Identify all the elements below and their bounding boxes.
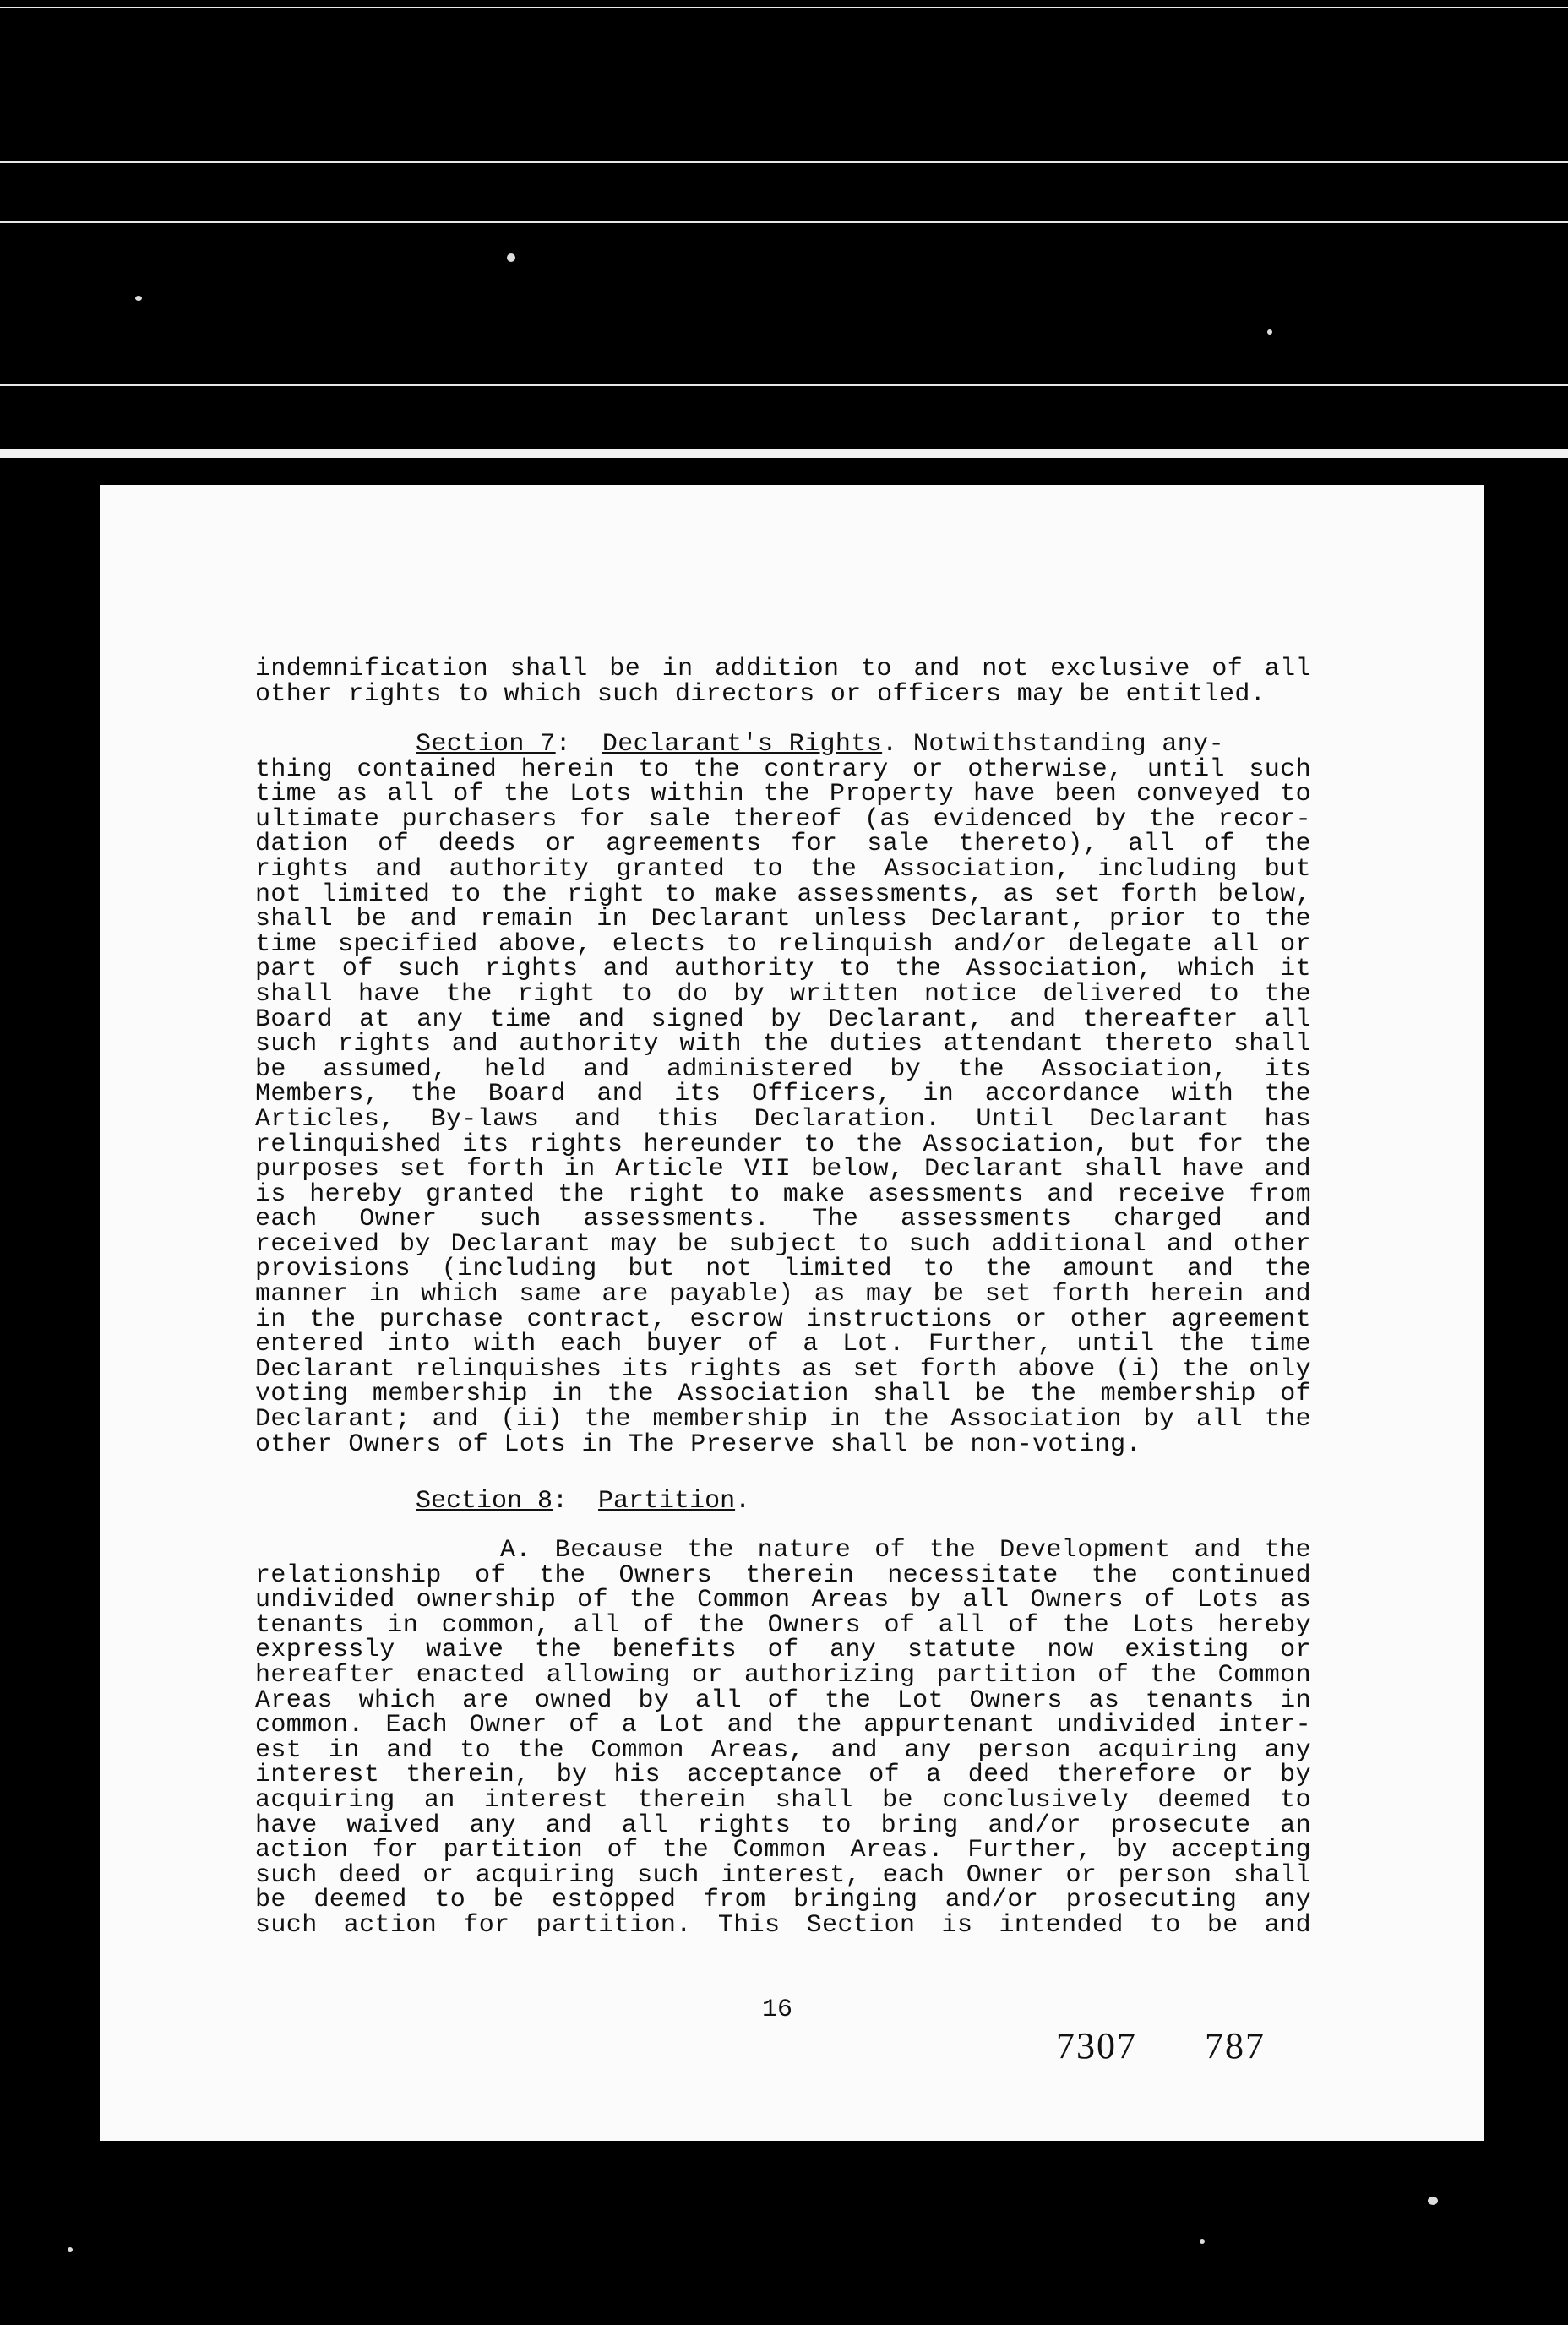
- section-7: [255, 732, 1311, 1457]
- text-line: rights and authority granted to the Association, including but: [255, 854, 1311, 884]
- section-8-title: Partition: [598, 1487, 736, 1516]
- text-line: provisions (including but not limited to the amount and the: [255, 1255, 1311, 1284]
- text-line: such rights and authority with the duties attendant thereto shall: [255, 1030, 1311, 1059]
- text-line: relationship of the Owners therein necessitate the continued: [255, 1560, 1311, 1590]
- text-line: dation of deeds or agreements for sale thereto), all of the: [255, 830, 1311, 859]
- scan-line: [0, 449, 1568, 458]
- text-line: Declarant relinquishes its rights as set forth above (i) the only: [255, 1354, 1311, 1384]
- section-7-heading-line: Section 7: Declarant's Rights. Notwithstanding any-: [416, 730, 1224, 759]
- intro-paragraph: [255, 657, 1311, 707]
- text-line: Declarant; and (ii) the membership in the Association by all the: [255, 1405, 1311, 1435]
- text-line: expressly waive the benefits of any statute now existing or: [255, 1636, 1311, 1665]
- scan-speck: [1200, 2239, 1205, 2244]
- text-line: entered into with each buyer of a Lot. Further, until the time: [255, 1330, 1311, 1359]
- text-line: indemnification shall be in addition to and not exclusive of all: [255, 655, 1311, 683]
- text-line: Board at any time and signed by Declarant, and thereafter all: [255, 1005, 1311, 1034]
- text-line: shall have the right to do by written notice delivered to the: [255, 979, 1311, 1009]
- section-7-number: Section 7: [416, 730, 556, 759]
- scan-speck: [507, 253, 515, 262]
- text-line: manner in which same are payable) as may be set forth herein and: [255, 1280, 1311, 1310]
- book-page-reference: [1056, 2024, 1266, 2067]
- scan-line: [0, 7, 1568, 8]
- scan-line: [0, 384, 1568, 386]
- text-line: Articles, By-laws and this Declaration. Until Declarant has: [255, 1104, 1311, 1134]
- text-line: be assumed, held and administered by the Association, its: [255, 1054, 1311, 1084]
- text-line: such deed or acquiring such interest, each Owner or person shall: [255, 1860, 1311, 1890]
- text-line: Members, the Board and its Officers, in accordance with the: [255, 1080, 1311, 1109]
- text-line: common. Each Owner of a Lot and the appurtenant undivided inter-: [255, 1711, 1311, 1740]
- text-line: be deemed to be estopped from bringing and/or prosecuting any: [255, 1886, 1311, 1915]
- text-line: time as all of the Lots within the Property have been conveyed to: [255, 780, 1311, 809]
- text-line: tenants in common, all of the Owners of all of the Lots hereby: [255, 1610, 1311, 1640]
- text-line: ultimate purchasers for sale thereof (as evidenced by the recor-: [255, 804, 1311, 834]
- section-8-paragraph-a: [255, 1538, 1311, 1939]
- text-line: est in and to the Common Areas, and any person acquiring any: [255, 1735, 1311, 1765]
- text-line: other Owners of Lots in The Preserve shall be non-voting.: [255, 1429, 1141, 1459]
- text-line: in the purchase contract, escrow instructions or other agreement: [255, 1304, 1311, 1334]
- text-line: each Owner such assessments. The assessments charged and: [255, 1205, 1311, 1234]
- text-line: time specified above, elects to relinquish and/or delegate all or: [255, 929, 1311, 959]
- text-line: action for partition of the Common Areas. Further, by accepting: [255, 1836, 1311, 1865]
- text-line: interest therein, by his acceptance of a deed therefore or by: [255, 1761, 1311, 1790]
- scan-speck: [1267, 329, 1272, 335]
- section-7-first-line: . Notwithstanding any-: [882, 730, 1224, 759]
- book-number: 7307: [1056, 2025, 1137, 2066]
- section-8-para-a-first-line: A. Because the nature of the Development and the: [500, 1536, 1311, 1565]
- section-7-title: Declarant's Rights: [602, 730, 883, 759]
- text-line: not limited to the right to make assessments, as set forth below,: [255, 879, 1311, 909]
- text-line: part of such rights and authority to the Association, which it: [255, 955, 1311, 984]
- text-line: have waived any and all rights to bring and/or prosecute an: [255, 1810, 1311, 1840]
- section-8-heading-end: .: [735, 1487, 751, 1516]
- section-8-number: Section 8: [416, 1487, 553, 1516]
- text-line: thing contained herein to the contrary or otherwise, until such: [255, 754, 1311, 784]
- text-line: acquiring an interest therein shall be conclusively deemed to: [255, 1785, 1311, 1815]
- text-line: undivided ownership of the Common Areas by all Owners of Lots as: [255, 1586, 1311, 1615]
- text-line: hereafter enacted allowing or authorizing partition of the Common: [255, 1660, 1311, 1690]
- text-line: other rights to which such directors or officers may be entitled.: [255, 679, 1266, 709]
- text-line: Areas which are owned by all of the Lot Owners as tenants in: [255, 1685, 1311, 1715]
- text-line: such action for partition. This Section is intended to be and: [255, 1910, 1311, 1940]
- text-line: relinquished its rights hereunder to the Association, but for the: [255, 1130, 1311, 1159]
- text-line: received by Declarant may be subject to such additional and other: [255, 1229, 1311, 1259]
- scan-line: [0, 221, 1568, 223]
- text-line: is hereby granted the right to make asessments and receive from: [255, 1179, 1311, 1209]
- text-line: shall be and remain in Declarant unless Declarant, prior to the: [255, 905, 1311, 934]
- text-line: purposes set forth in Article VII below, Declarant shall have and: [255, 1155, 1311, 1184]
- scan-line: [0, 161, 1568, 163]
- page-number: 16: [761, 1996, 792, 2024]
- scan-top-margin: [0, 0, 1568, 473]
- text-line: voting membership in the Association shall be the membership of: [255, 1380, 1311, 1409]
- scan-speck: [1428, 2197, 1438, 2205]
- section-8-heading: Section 8: Partition.: [416, 1487, 751, 1516]
- scan-speck: [68, 2247, 73, 2252]
- book-page: 787: [1205, 2025, 1266, 2066]
- scan-speck: [135, 296, 142, 301]
